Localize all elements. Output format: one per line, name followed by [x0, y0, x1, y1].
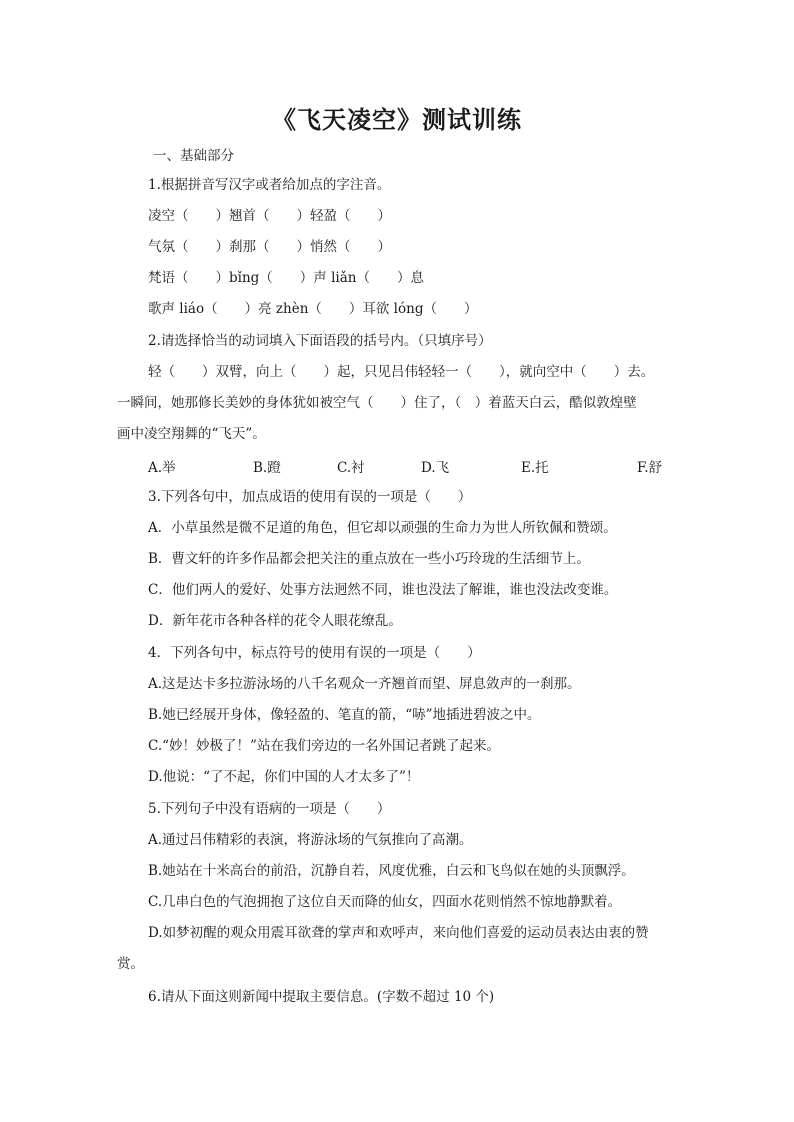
- q1-row-4: 歌声 liáo（ ）亮 zhèn（ ）耳欲 lóng（ ）: [148, 301, 478, 317]
- q2-option: B.蹬: [253, 460, 281, 476]
- q5-option-a: A.通过吕伟精彩的表演，将游泳场的气氛推向了高潮。: [148, 832, 473, 848]
- q1-row-2: 气氛（ ）刹那（ ）悄然（ ）: [148, 239, 391, 255]
- q3-stem: 3.下列各句中，加点成语的使用有误的一项是（ ）: [148, 489, 472, 505]
- q3-option-a: A．小草虽然是微不足道的角色，但它却以顽强的生命力为世人所钦佩和赞颂。: [148, 520, 617, 536]
- q6-stem: 6.请从下面这则新闻中提取主要信息。(字数不超过 10 个): [148, 989, 495, 1005]
- q2-passage-line-3: 画中凌空翔舞的“飞天”。: [117, 426, 266, 442]
- q1-row-3: 梵语（ ）bǐng（ ）声 liǎn（ ）息: [148, 270, 424, 286]
- q2-passage-line-2: 一瞬间，她那修长美妙的身体犹如被空气（ ）住了，（ ）着蓝天白云，酷似敦煌壁: [117, 395, 637, 411]
- q4-option-d: D.他说：“了不起，你们中国的人才太多了”！: [148, 769, 420, 785]
- q2-option: D.飞: [421, 460, 450, 476]
- q5-option-c: C.几串白色的气泡拥抱了这位自天而降的仙女，四面水花则悄然不惊地静默着。: [148, 894, 622, 910]
- q5-stem: 5.下列句子中没有语病的一项是（ ）: [148, 801, 391, 817]
- q2-option: F.舒: [637, 460, 663, 476]
- section-heading: 一、基础部分: [153, 148, 234, 164]
- q1-stem: 1.根据拼音写汉字或者给加点的字注音。: [148, 177, 391, 193]
- q5-option-d: D.如梦初醒的观众用震耳欲聋的掌声和欢呼声，来向他们喜爱的运动员表达由衷的赞: [148, 925, 649, 941]
- q4-option-c: C.“妙！妙极了！”站在我们旁边的一名外国记者跳了起来。: [148, 738, 500, 754]
- q3-option-b: B．曹文轩的许多作品都会把关注的重点放在一些小巧玲珑的生活细节上。: [148, 551, 590, 567]
- q4-stem: 4．下列各句中，标点符号的使用有误的一项是（ ）: [148, 645, 481, 661]
- page-title: 《飞天凌空》测试训练: [272, 106, 522, 134]
- q2-passage-line-1: 轻（ ）双臂，向上（ ）起，只见吕伟轻轻一（ ），就向空中（ ）去。: [148, 364, 655, 380]
- q2-option: A.举: [148, 460, 176, 476]
- q2-option: E.托: [521, 460, 549, 476]
- q5-option-b: B.她站在十米高台的前沿，沉静自若，风度优雅，白云和飞鸟似在她的头顶飘浮。: [148, 863, 635, 879]
- q4-option-b: B.她已经展开身体，像轻盈的、笔直的箭，“哧”地插进碧波之中。: [148, 707, 541, 723]
- q2-stem: 2.请选择恰当的动词填入下面语段的括号内。（只填序号）: [148, 333, 492, 349]
- q3-option-c: C．他们两人的爱好、处事方法迥然不同，谁也没法了解谁，谁也没法改变谁。: [148, 582, 618, 598]
- q5-option-d-continued: 赏。: [117, 956, 144, 972]
- q1-row-1: 凌空（ ）翘首（ ）轻盈（ ）: [148, 208, 391, 224]
- q2-options: [0, 456, 794, 474]
- q3-option-d: D．新年花市各种各样的花令人眼花缭乱。: [148, 613, 402, 629]
- q4-option-a: A.这是达卡多拉游泳场的八千名观众一齐翘首而望、屏息敛声的一刹那。: [148, 676, 581, 692]
- q2-option: C.衬: [337, 460, 365, 476]
